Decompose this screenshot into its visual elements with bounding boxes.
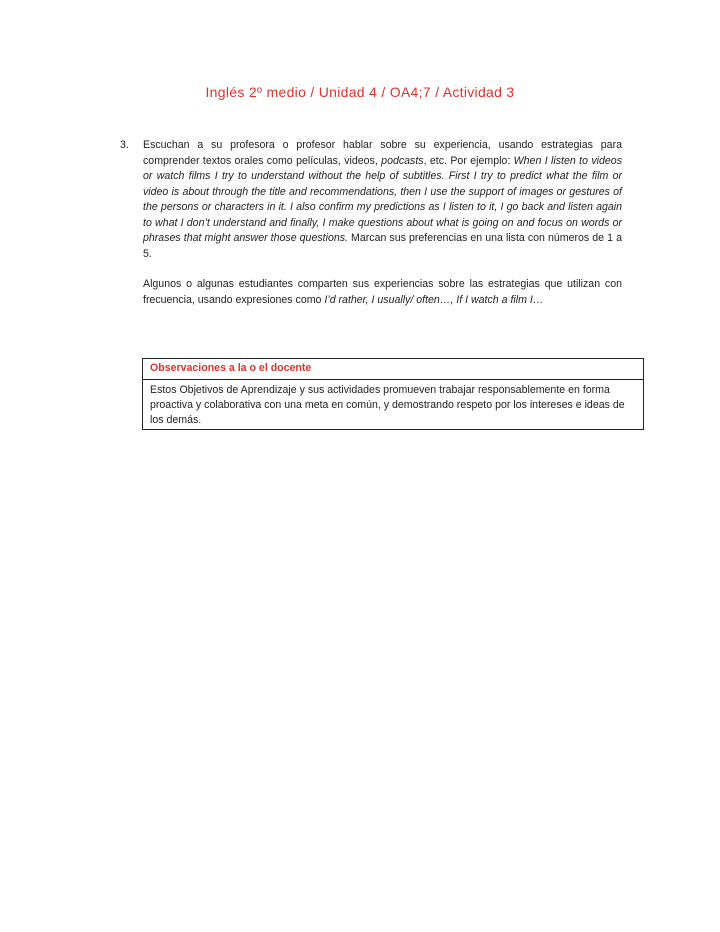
paragraph-1-example: When I listen to videos or watch films I try to understand without the help of subtitles. First I try to predict what the film or video is about through the title and recommendations, then I use the support of images or gestures of the persons or characters in it. I also confirm my predictions as I listen to it, I go back and listen again to what I don’t understand and finally, I make questions about what is going on and focus on words or phrases that might answer those questions. <box>143 154 622 244</box>
paragraph-2-example: I’d rather, I usually/ often…, If I watch a film I… <box>324 293 544 306</box>
paragraph-2-intro: Algunos o algunas estudiantes comparten sus experiencias sobre las estrategias que utilizan con frecuencia, usando expresiones como <box>143 278 622 306</box>
podcasts-term: podcasts <box>381 154 424 167</box>
observations-text: Estos Objetivos de Aprendizaje y sus actividades promueven trabajar responsablemente en forma proactiva y colaborativa con una meta en común, y demostrando respeto por los intereses e ideas de los demás. <box>150 384 625 426</box>
activity-paragraph-2 <box>143 277 622 308</box>
activity-item <box>120 138 622 323</box>
paragraph-1-intro: Escuchan a su profesora o profesor hablar sobre su experiencia, usando estrategias para comprender textos orales como películas, videos, <box>143 139 622 167</box>
paragraph-1-mid: , etc. Por ejemplo: <box>423 154 514 167</box>
page-title: Inglés 2º medio / Unidad 4 / OA4;7 / Actividad 3 <box>205 84 515 100</box>
activity-paragraph-1 <box>143 138 622 262</box>
observations-box <box>142 358 644 430</box>
observations-title: Observaciones a la o el docente <box>143 359 643 380</box>
activity-body <box>143 138 622 308</box>
paragraph-1-end: Marcan sus preferencias en una lista con números de 1 a 5. <box>143 232 622 260</box>
activity-number: 3. <box>120 139 129 151</box>
